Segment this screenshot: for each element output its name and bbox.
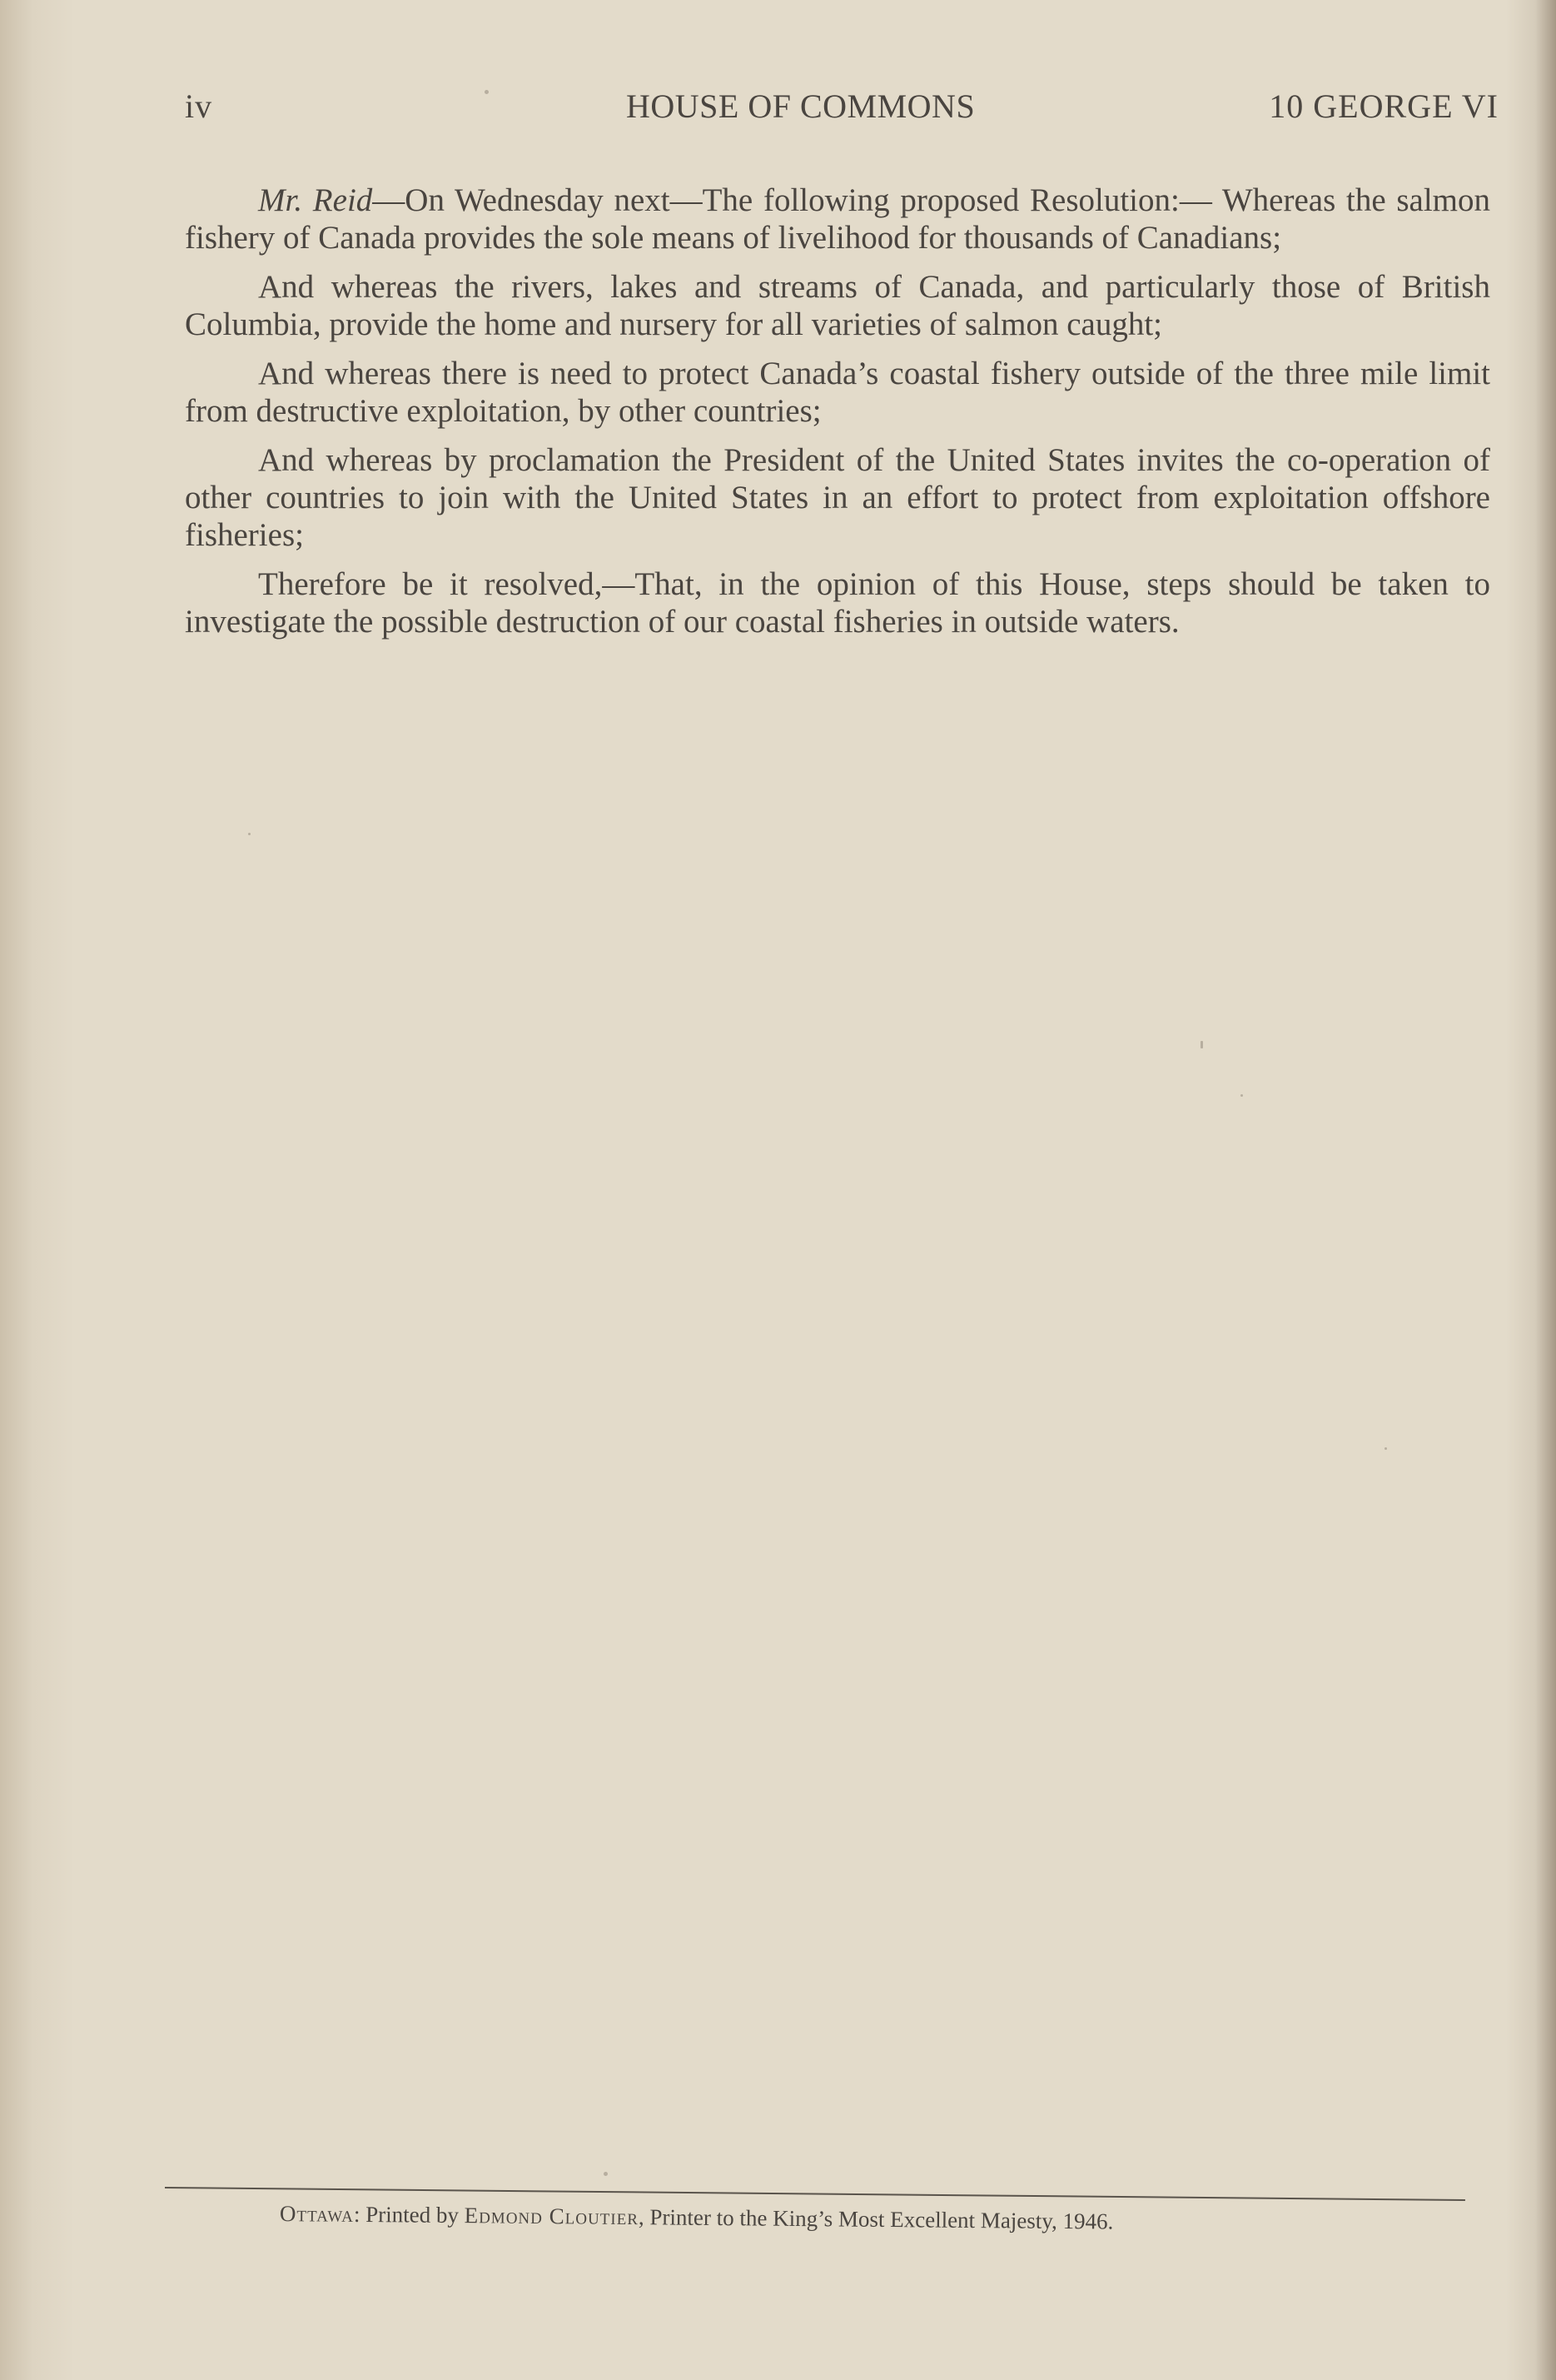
imprint-printer: Edmond Cloutier [464,2203,639,2230]
running-head [185,87,1499,128]
paper-speck [1384,1447,1387,1450]
imprint-text-2: , Printer to the King’s Most Excellent Majesty, 1946. [638,2204,1114,2234]
resolution-text [185,182,1490,652]
footer-rule [165,2187,1465,2201]
paper-speck [248,833,251,835]
paper-speck [1240,1094,1243,1097]
session-label: 10 GEORGE VI [1269,87,1499,125]
paper-speck [1201,1041,1203,1048]
speaker-name: Mr. Reid [258,182,373,218]
whereas-paragraph: And whereas the rivers, lakes and streams of Canada, and particularly those of British Columbia, provide the home and nursery for all varieties of salmon caught; [185,269,1490,342]
imprint-city: Ottawa [279,2201,355,2227]
imprint-text-1: : Printed by [353,2201,465,2228]
whereas-paragraph: And whereas there is need to protect Canada’s coastal fishery outside of the three mile limit from destructive exploitation, by other countries; [185,356,1490,429]
printer-imprint [280,2201,1362,2237]
whereas-paragraph: And whereas by proclamation the President of the United States invites the co-operation of other countries to join with the United States in an effort to protect from exploitation offshore fisheries; [185,442,1490,553]
resolution-intro: —On Wednesday next—The following proposed Resolution:— Whereas the salmon fishery of Canada provides the sole means of livelihood for thousands of Canadians; [185,182,1491,256]
resolved-paragraph: Therefore be it resolved,—That, in the opinion of this House, steps should be taken to investigate the possible destruction of our coastal fisheries in outside waters. [185,566,1490,640]
resolution-intro-paragraph [185,182,1490,256]
running-title: HOUSE OF COMMONS [626,87,976,125]
paper-speck [604,2172,608,2176]
paper-speck [485,90,489,94]
page-number: iv [185,87,213,125]
